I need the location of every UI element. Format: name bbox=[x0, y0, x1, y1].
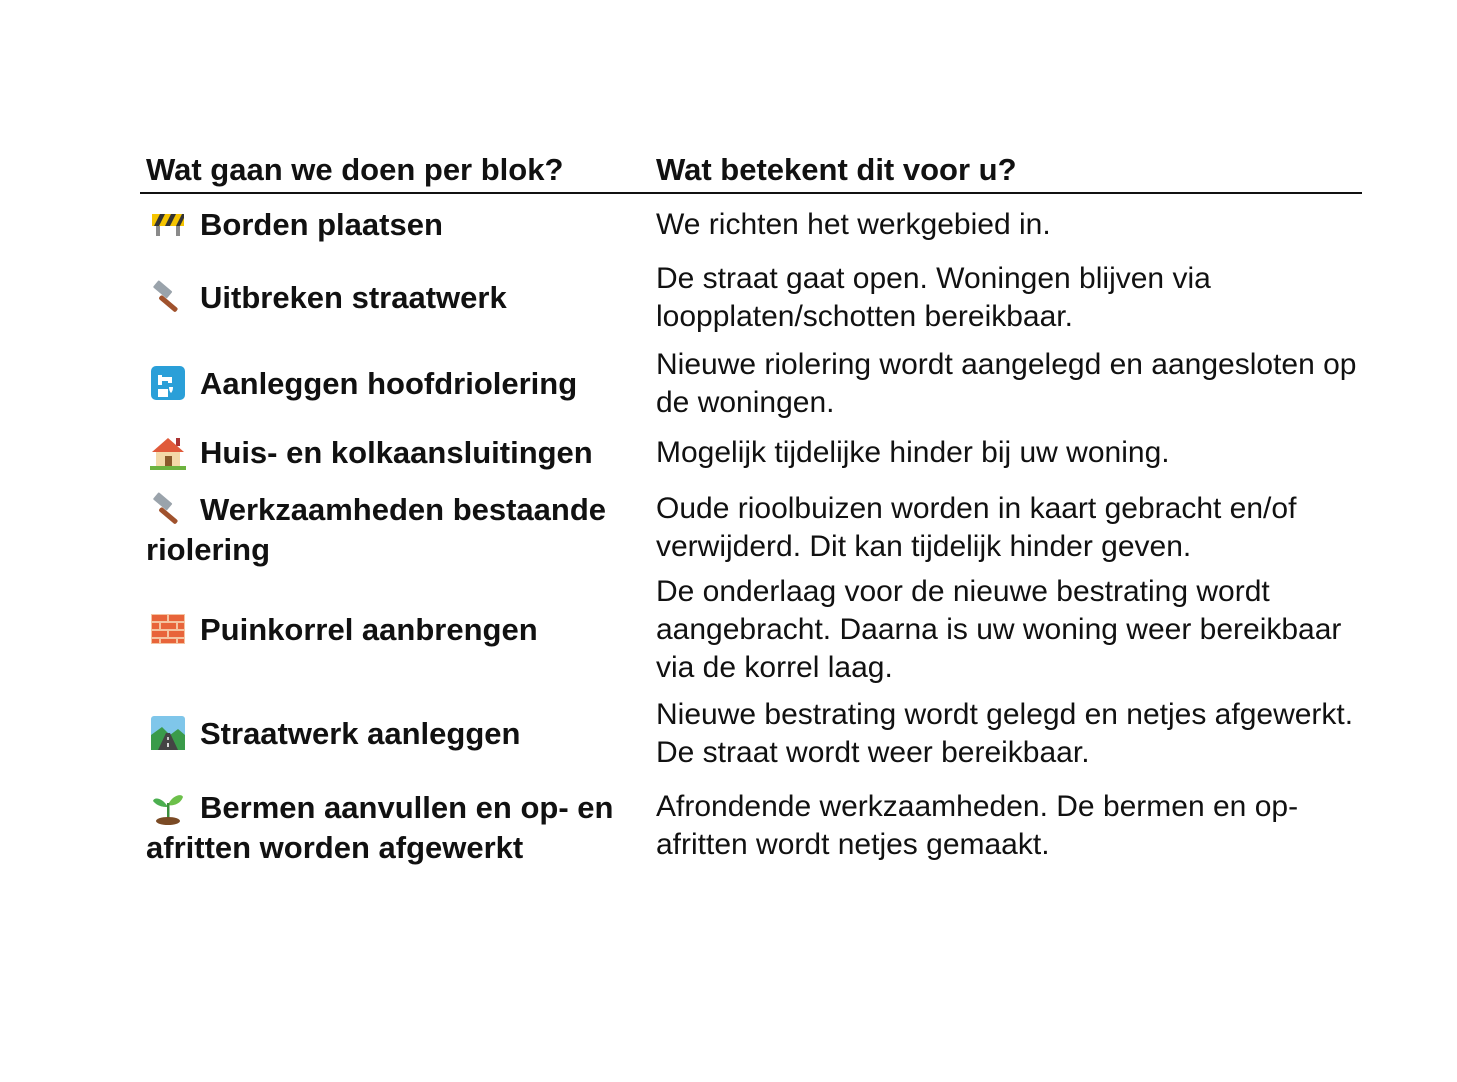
table-row bbox=[140, 478, 1362, 568]
activity-label: Borden plaatsen bbox=[200, 207, 443, 242]
activity-cell bbox=[140, 364, 650, 404]
activities-table bbox=[140, 150, 1362, 866]
activity-cell bbox=[140, 714, 650, 754]
activity-label: Bermen aanvullen en op- en afritten worden afgewerkt bbox=[146, 790, 614, 865]
activity-cell bbox=[140, 278, 650, 318]
table-header bbox=[140, 150, 1362, 194]
activity-cell bbox=[140, 433, 650, 473]
activity-label: Puinkorrel aanbrengen bbox=[200, 612, 538, 647]
meaning-cell: De straat gaat open. Woningen blijven via loopplaten/schotten bereikbaar. bbox=[656, 262, 1211, 333]
table-row bbox=[140, 568, 1362, 692]
meaning-cell: Afrondende werkzaamheden. De bermen en op-afritten wordt netjes gemaakt. bbox=[656, 790, 1299, 861]
activity-label: Straatwerk aanleggen bbox=[200, 716, 521, 751]
meaning-cell: Oude rioolbuizen worden in kaart gebracht en/of verwijderd. Dit kan tijdelijk hinder geven. bbox=[656, 492, 1297, 563]
activity-label: Aanleggen hoofdriolering bbox=[200, 366, 578, 401]
activity-cell bbox=[140, 610, 650, 650]
table-row bbox=[140, 194, 1362, 256]
activity-cell bbox=[140, 788, 650, 868]
table-row bbox=[140, 776, 1362, 866]
barrier-icon bbox=[150, 206, 186, 242]
activity-label: Werkzaamheden bestaande riolering bbox=[146, 492, 607, 567]
activity-label: Huis- en kolkaansluitingen bbox=[200, 435, 593, 470]
table-row bbox=[140, 428, 1362, 478]
hammer-icon bbox=[150, 491, 186, 527]
table-row bbox=[140, 256, 1362, 340]
seedling-icon bbox=[150, 789, 186, 825]
potable-water-icon bbox=[150, 365, 186, 401]
meaning-cell: De onderlaag voor de nieuwe bestrating wordt aangebracht. Daarna is uw woning weer bereikbaar via de korrel laag. bbox=[656, 575, 1342, 684]
hammer-icon bbox=[150, 279, 186, 315]
meaning-cell: Mogelijk tijdelijke hinder bij uw woning. bbox=[656, 436, 1170, 469]
header-activity: Wat gaan we doen per blok? bbox=[146, 152, 564, 187]
activity-label: Uitbreken straatwerk bbox=[200, 280, 507, 315]
header-meaning: Wat betekent dit voor u? bbox=[656, 152, 1017, 187]
activity-cell bbox=[140, 205, 650, 245]
meaning-cell: We richten het werkgebied in. bbox=[656, 208, 1051, 241]
road-icon bbox=[150, 715, 186, 751]
house-icon bbox=[150, 434, 186, 470]
table-row bbox=[140, 692, 1362, 776]
table-row bbox=[140, 340, 1362, 428]
meaning-cell: Nieuwe riolering wordt aangelegd en aangesloten op de woningen. bbox=[656, 348, 1357, 419]
meaning-cell: Nieuwe bestrating wordt gelegd en netjes afgewerkt. De straat wordt weer bereikbaar. bbox=[656, 698, 1354, 769]
activity-cell bbox=[140, 490, 650, 570]
brick-icon bbox=[150, 611, 186, 647]
